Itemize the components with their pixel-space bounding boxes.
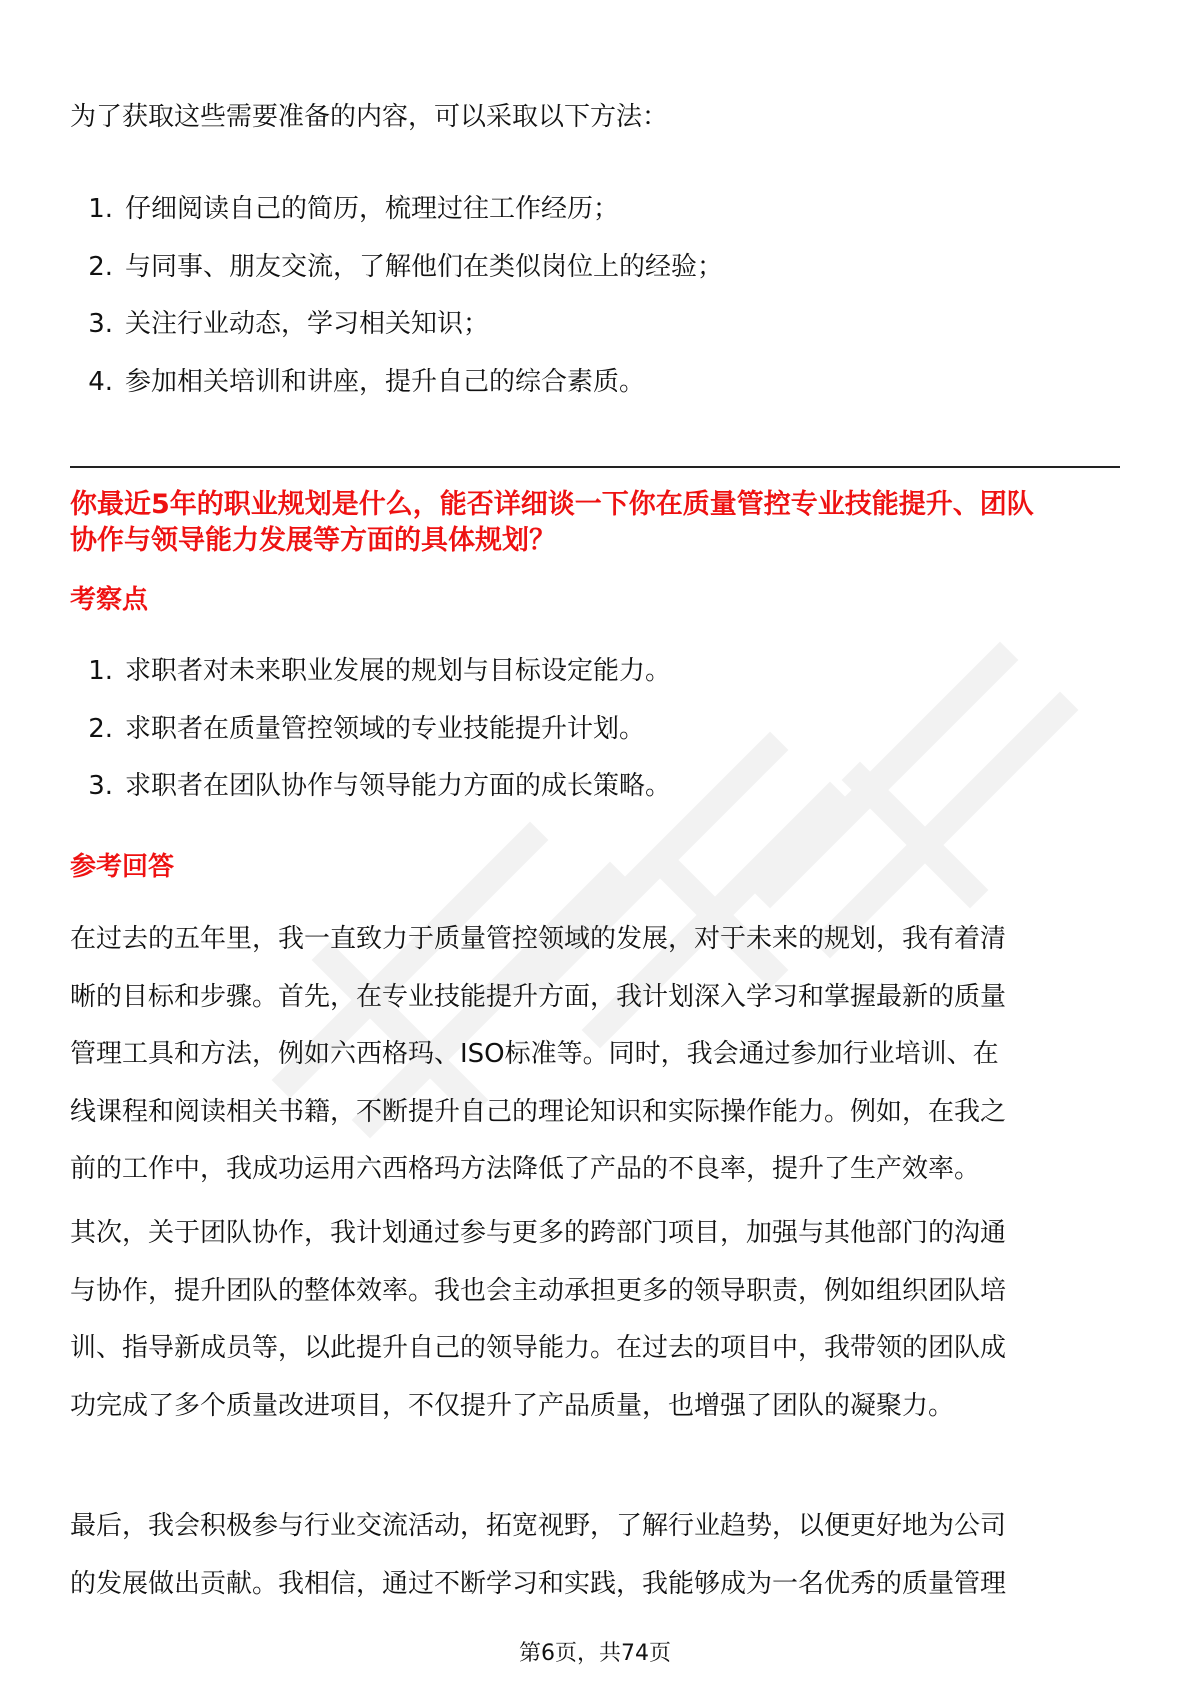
paragraph-line: 功完成了多个质量改进项目，不仅提升了产品质量，也增强了团队的凝聚力。 [70, 1390, 955, 1421]
answer-paragraph [70, 1509, 1120, 1624]
prep-method-list [70, 192, 723, 422]
answer-paragraph [70, 922, 1120, 1210]
list-number: 1. [88, 656, 113, 686]
paragraph-line: 线课程和阅读相关书籍，不断提升自己的理论知识和实际操作能力。例如，在我之 [70, 1096, 1007, 1127]
list-item-text: 求职者在质量管控领域的专业技能提升计划。 [125, 713, 646, 744]
list-item-text: 求职者对未来职业发展的规划与目标设定能力。 [125, 656, 672, 686]
question-heading [70, 487, 1120, 559]
list-item [70, 307, 723, 365]
paragraph-line: 的发展做出贡献。我相信，通过不断学习和实践，我能够成为一名优秀的质量管理 [70, 1568, 1007, 1599]
list-item [70, 192, 723, 250]
section-divider [70, 466, 1120, 468]
intro-text: 为了获取这些需要准备的内容，可以采取以下方法： [70, 102, 669, 132]
paragraph-line: 与协作，提升团队的整体效率。我也会主动承担更多的领导职责，例如组织团队培 [70, 1275, 1007, 1306]
answer-paragraph [70, 1216, 1120, 1446]
list-number: 3. [88, 309, 113, 339]
list-item-text: 关注行业动态，学习相关知识； [125, 309, 490, 339]
list-number: 4. [88, 366, 113, 397]
list-item [70, 365, 723, 423]
list-item-text: 参加相关培训和讲座，提升自己的综合素质。 [125, 366, 646, 397]
paragraph-line: 训、指导新成员等，以此提升自己的领导能力。在过去的项目中，我带领的团队成 [70, 1333, 1007, 1363]
list-item-text: 求职者在团队协作与领导能力方面的成长策略。 [125, 771, 672, 801]
list-number: 2. [88, 713, 113, 744]
paragraph-line: 管理工具和方法，例如六西格玛、ISO标准等。同时，我会通过参加行业培训、在 [70, 1039, 999, 1069]
list-item-text: 仔细阅读自己的简历，梳理过往工作经历； [125, 194, 620, 224]
assess-points-heading: 考察点 [70, 585, 149, 615]
page-number-footer: 第6页，共74页 [519, 1641, 671, 1666]
question-line: 协作与领导能力发展等方面的具体规划？ [70, 525, 556, 556]
list-item [70, 250, 723, 308]
list-item [70, 654, 671, 712]
paragraph-line: 前的工作中，我成功运用六西格玛方法降低了产品的不良率，提升了生产效率。 [70, 1154, 981, 1184]
paragraph-line: 晰的目标和步骤。首先，在专业技能提升方面，我计划深入学习和掌握最新的质量 [70, 981, 1007, 1012]
list-number: 2. [88, 251, 113, 282]
paragraph-line: 在过去的五年里，我一直致力于质量管控领域的发展，对于未来的规划，我有着清 [70, 924, 1007, 954]
list-item-text: 与同事、朋友交流，了解他们在类似岗位上的经验； [125, 251, 724, 282]
paragraph-line: 其次，关于团队协作，我计划通过参与更多的跨部门项目，加强与其他部门的沟通 [70, 1218, 1007, 1248]
list-item [70, 769, 671, 827]
question-line: 你最近5年的职业规划是什么，能否详细谈一下你在质量管控专业技能提升、团队 [70, 489, 1034, 520]
list-number: 1. [88, 194, 113, 224]
reference-answer-heading: 参考回答 [70, 852, 175, 882]
list-item [70, 712, 671, 770]
list-number: 3. [88, 771, 113, 801]
assess-points-list [70, 654, 671, 827]
paragraph-line: 最后，我会积极参与行业交流活动，拓宽视野，了解行业趋势，以便更好地为公司 [70, 1511, 1007, 1541]
